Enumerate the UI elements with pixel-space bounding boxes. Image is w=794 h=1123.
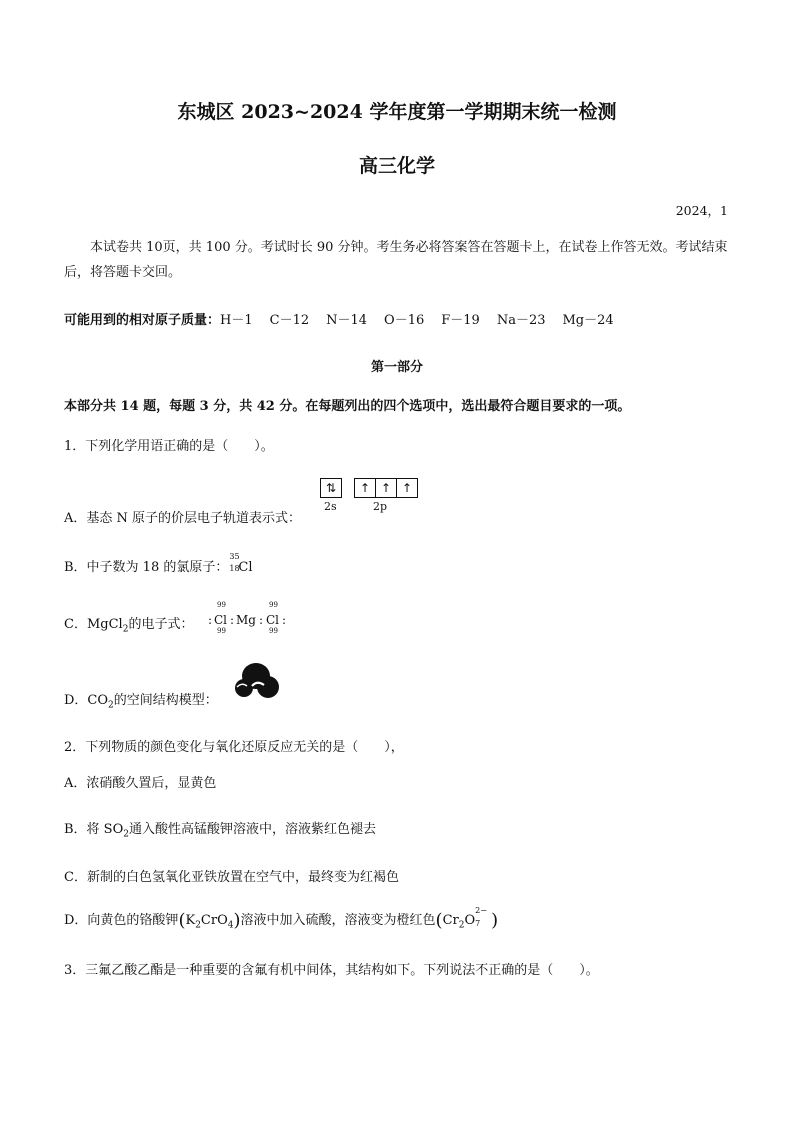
co2-subscript: 2	[108, 700, 114, 711]
q2-option-d	[64, 906, 499, 931]
q1-option-c-prefix: C．	[64, 617, 87, 632]
orbital-2p-label: 2p	[373, 500, 388, 513]
lewis-colon-right: :	[282, 613, 287, 627]
atomic-masses-label: 可能用到的相对原子质量：	[64, 313, 221, 328]
part-one-instructions: 本部分共 14 题，每题 3 分，共 42 分。在每题列出的四个选项中，选出最符合题目要求的一项。	[64, 399, 631, 414]
q2-stem: 2．下列物质的颜色变化与氧化还原反应无关的是（ ），	[64, 740, 404, 755]
lewis-cl-right: Cl	[266, 613, 280, 627]
mass-na: Na－23	[496, 313, 546, 328]
q1-stem: 1．下列化学用语正确的是（ ）。	[64, 439, 274, 454]
dichromate-o-sub: 7	[475, 919, 481, 928]
paren-close-2: )	[491, 910, 499, 931]
q1-option-d	[64, 689, 218, 711]
chlorine-symbol: Cl	[238, 560, 253, 575]
orbital-2s-label: 2s	[324, 500, 337, 513]
mass-c: C－12	[269, 313, 310, 328]
paren-close-1: )	[233, 910, 241, 931]
q1-option-c	[64, 613, 193, 635]
q1-option-a: A．基态 N 原子的价层电子轨道表示式：	[64, 511, 302, 526]
lewis-dots-cl2-bottom: 99	[269, 627, 278, 635]
q3-stem: 3．三氟乙酸乙酯是一种重要的含氟有机中间体，其结构如下。下列说法不正确的是（ ）。	[64, 963, 599, 978]
mass-h: H－1	[220, 313, 253, 328]
exam-date: 2024，1	[675, 203, 728, 218]
orbital-2p-box-3: ↑	[396, 478, 418, 498]
q2-option-b-prefix: B．将 SO	[64, 822, 124, 837]
dichromate-cr: Cr	[442, 913, 459, 928]
lewis-dots-cl2-top: 99	[269, 601, 278, 609]
q2-option-d-prefix: D．向黄色的铬酸钾	[64, 913, 179, 928]
dichromate-indices	[475, 906, 491, 928]
mass-o: O－16	[384, 313, 425, 328]
dichromate-charge: 2−	[475, 906, 487, 915]
orbital-2s-box: ⇅	[320, 478, 342, 498]
exam-title: 东城区 2023~2024 学年度第一学期期末统一检测	[177, 101, 617, 123]
atomic-number: 18	[229, 564, 240, 573]
q2-option-d-middle: 溶液中加入硫酸，溶液变为橙红色	[240, 913, 436, 928]
exam-subject: 高三化学	[358, 155, 435, 177]
mass-n: N－14	[326, 313, 368, 328]
lewis-colon-mid1: :	[230, 613, 235, 627]
lewis-colon-mid2: :	[259, 613, 264, 627]
mass-number: 35	[229, 552, 240, 561]
dichromate-o: O	[464, 913, 476, 928]
part-one-title: 第一部分	[370, 360, 423, 375]
q2-option-b-suffix: 通入酸性高锰酸钾溶液中，溶液紫红色褪去	[128, 822, 376, 837]
paren-open-1: (	[178, 910, 186, 931]
lewis-structure	[208, 603, 298, 639]
orbital-2p-box-1: ↑	[354, 478, 376, 498]
q2-option-c: C．新制的白色氢氧化亚铁放置在空气中，最终变为红褐色	[64, 870, 399, 885]
mass-f: F－19	[441, 313, 480, 328]
q1-option-d-prefix: D．CO	[64, 693, 109, 708]
q2-option-a: A．浓硝酸久置后，显黄色	[64, 776, 217, 791]
nuclide-notation	[228, 552, 240, 573]
dichromate-cr-sub: 2	[458, 920, 465, 931]
orbital-2p-box-2: ↑	[375, 478, 397, 498]
q1-option-c-suffix: 的电子式：	[128, 617, 194, 632]
exam-intro: 本试卷共 10页，共 100 分。考试时长 90 分钟。考生务必将答案答在答题卡上，在试卷上作答无效。考试结束后，将答题卡交回。	[64, 240, 728, 280]
paren-open-2: (	[435, 910, 443, 931]
k2cro4-cro: CrO	[200, 913, 228, 928]
atomic-masses	[64, 309, 631, 328]
lewis-mg: Mg	[236, 613, 256, 627]
lewis-dots-cl1-top: 99	[217, 601, 226, 609]
mass-mg: Mg－24	[562, 313, 614, 328]
lewis-cl-left: Cl	[214, 613, 228, 627]
q1-option-d-suffix: 的空间结构模型：	[113, 693, 218, 708]
mgcl2-subscript: 2	[122, 624, 129, 635]
lewis-dots-cl1-bottom: 99	[217, 627, 226, 635]
k2cro4-o-sub: 4	[227, 920, 234, 931]
q1-option-b-text: B．中子数为 18 的氯原子：	[64, 560, 229, 575]
so2-subscript: 2	[123, 829, 129, 840]
lewis-colon-left: :	[208, 613, 213, 627]
q2-option-b	[64, 818, 376, 840]
q1-option-b	[64, 552, 253, 575]
k2cro4-k-sub: 2	[195, 920, 201, 931]
orbital-diagram	[320, 478, 420, 518]
mgcl2-formula: MgCl	[86, 617, 123, 632]
k2cro4-k: K	[185, 913, 196, 928]
co2-model-image	[232, 660, 284, 702]
